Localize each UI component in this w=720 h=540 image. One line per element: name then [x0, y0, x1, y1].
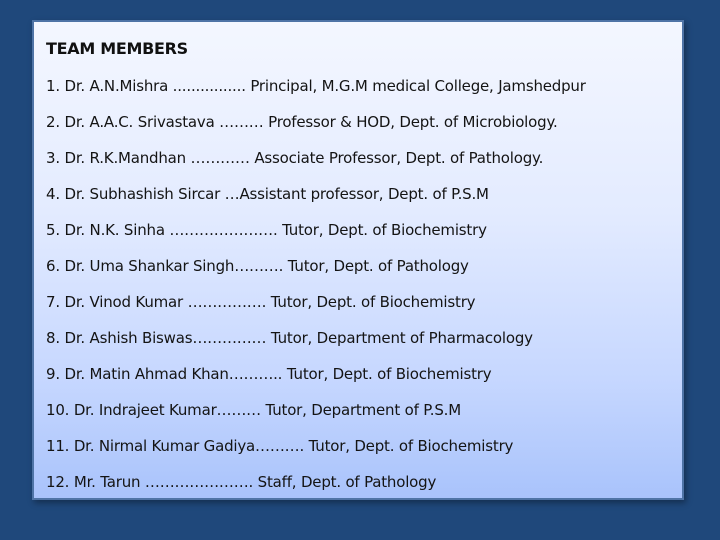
team-member-item: 3. Dr. R.K.Mandhan ………… Associate Professor, Dept. of Pathology.: [46, 149, 544, 167]
team-member-item: 4. Dr. Subhashish Sircar …Assistant professor, Dept. of P.S.M: [46, 185, 489, 203]
team-member-item: 11. Dr. Nirmal Kumar Gadiya………. Tutor, Dept. of Biochemistry: [46, 437, 514, 455]
team-member-list: [46, 77, 678, 509]
team-member-item: 2. Dr. A.A.C. Srivastava ……… Professor & HOD, Dept. of Microbiology.: [46, 113, 558, 131]
team-member-item: 9. Dr. Matin Ahmad Khan……….. Tutor, Dept. of Biochemistry: [46, 365, 492, 383]
team-member-item: 6. Dr. Uma Shankar Singh………. Tutor, Dept. of Pathology: [46, 257, 469, 275]
team-member-item: 10. Dr. Indrajeet Kumar……… Tutor, Department of P.S.M: [46, 401, 461, 419]
team-member-item: 5. Dr. N.K. Sinha …………………. Tutor, Dept. of Biochemistry: [46, 221, 487, 239]
content-panel: [32, 20, 684, 500]
team-member-item: 7. Dr. Vinod Kumar ……………. Tutor, Dept. of Biochemistry: [46, 293, 476, 311]
slide-title: TEAM MEMBERS: [46, 39, 188, 58]
team-member-item: 12. Mr. Tarun …………………. Staff, Dept. of Pathology: [46, 473, 437, 491]
team-member-item: 8. Dr. Ashish Biswas…………… Tutor, Department of Pharmacology: [46, 329, 533, 347]
team-member-item: 1. Dr. A.N.Mishra ................ Principal, M.G.M medical College, Jamshedpur: [46, 77, 586, 95]
